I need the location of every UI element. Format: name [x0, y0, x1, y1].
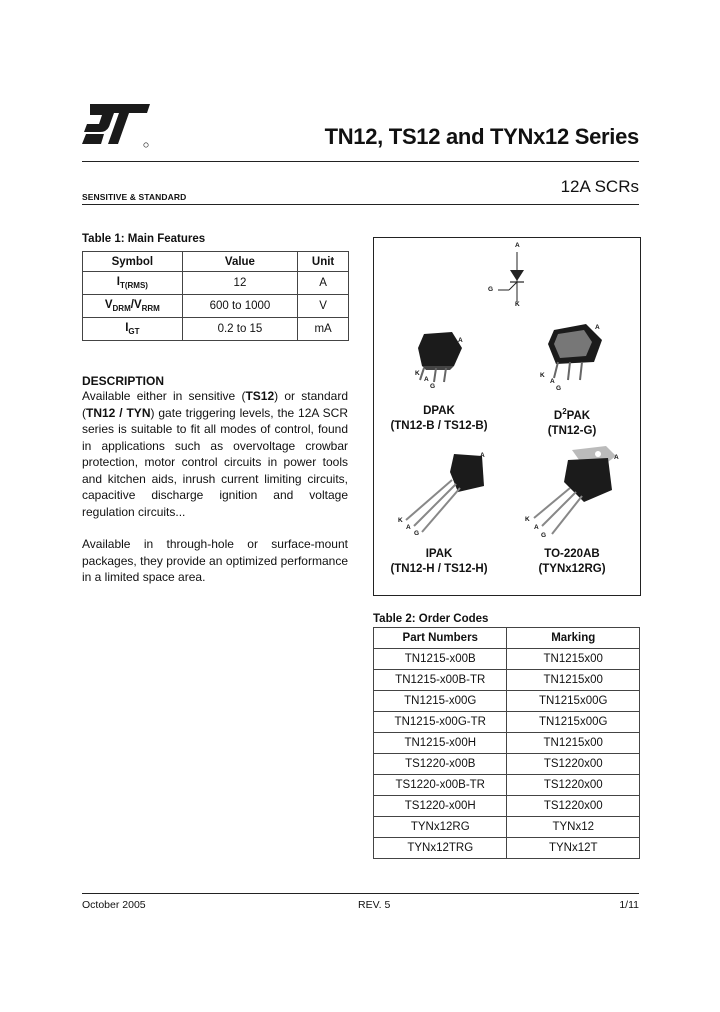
packages-panel: [373, 237, 641, 596]
marking: TS1220x00: [507, 775, 640, 796]
footer-rule: [82, 893, 639, 894]
table1-caption: Table 1: Main Features: [82, 233, 206, 245]
to220-pin-a2: A: [534, 524, 539, 531]
table1-header-row: [83, 252, 349, 272]
part-number: TS1220-x00H: [374, 796, 507, 817]
d2pak-pin-k: K: [540, 372, 545, 379]
marking: TS1220x00: [507, 796, 640, 817]
package-name: TO-220AB: [544, 548, 600, 560]
package-name: $D^2PAK$: [553, 407, 591, 422]
table2-caption: Table 2: Order Codes: [373, 613, 489, 625]
footer-page-number: 1/11: [619, 899, 639, 911]
to220ab-label: [507, 547, 637, 577]
value-cell: 12: [182, 272, 297, 295]
ipak-pin-a2: A: [406, 524, 411, 531]
table-row: [83, 272, 349, 295]
description-heading: DESCRIPTION: [82, 374, 165, 388]
description-paragraph-2: Available in through-hole or surface-mount packages, they provide an optimized performance in a limited space area.: [82, 537, 348, 584]
part-number: TYNx12RG: [374, 817, 507, 838]
part-number: TN1215-x00G-TR: [374, 712, 507, 733]
table-row: [374, 754, 640, 775]
table-row: [374, 670, 640, 691]
marking: TN1215x00: [507, 670, 640, 691]
part-number: TYNx12TRG: [374, 838, 507, 859]
marking: TN1215x00G: [507, 691, 640, 712]
part-number: TS1220-x00B-TR: [374, 775, 507, 796]
ipak-package-icon: [394, 450, 494, 534]
ipak-label: [374, 547, 504, 577]
table2-header: Marking: [507, 628, 640, 649]
table2-header: Part Numbers: [374, 628, 507, 649]
to220-pin-g: G: [541, 532, 547, 539]
d2pak-pin-g: G: [556, 385, 562, 392]
footer-revision: REV. 5: [358, 899, 391, 911]
table1-header: Unit: [298, 252, 349, 272]
subheader-rule: [82, 204, 639, 205]
package-name: IPAK: [425, 548, 453, 560]
table1-header: Symbol: [83, 252, 183, 272]
dpak-pin-g: G: [430, 383, 436, 390]
d2pak-pin-a: A: [595, 324, 600, 331]
d2pak-label: [507, 404, 637, 439]
part-number: TN1215-x00H: [374, 733, 507, 754]
table2-header-row: [374, 628, 640, 649]
part-number: TN1215-x00B: [374, 649, 507, 670]
d2pak-pin-a2: A: [550, 378, 555, 385]
part-number: TN1215-x00G: [374, 691, 507, 712]
dpak-package-icon: [404, 330, 474, 386]
gate-label: G: [488, 286, 494, 293]
package-variants: (TN12-B / TS12-B): [390, 420, 488, 432]
dpak-pin-k: K: [415, 370, 420, 377]
d2pak-package-icon: [536, 322, 616, 384]
table-row: [374, 691, 640, 712]
unit-cell: V: [298, 295, 349, 318]
dpak-pin-a2: A: [424, 376, 429, 383]
unit-cell: mA: [298, 318, 349, 341]
marking: TS1220x00: [507, 754, 640, 775]
dpak-pin-a: A: [458, 337, 463, 344]
package-variants: (TN12-G): [547, 424, 597, 437]
symbol-cell: $I_{T(RMS)}$: [83, 272, 183, 295]
st-logo: [82, 104, 150, 148]
description-paragraph: Available either in sensitive (TS12) or standard (TN12 / TYN) gate triggering levels, the 12A SCR series is suitable to fit all modes of control, found in applications such as overvoltage crowbar protection, motor control circuits in power tools and kitchen aids, inrush current limiting circuits, capacitive discharge ignition and voltage regulation circuits...: [82, 389, 348, 519]
footer-date: October 2005: [82, 899, 146, 911]
table-row: [374, 733, 640, 754]
st-logo-mark: [82, 104, 150, 144]
marking: TN1215x00: [507, 733, 640, 754]
scr-symbol-icon: [484, 244, 534, 308]
header-rule: [82, 161, 639, 162]
part-number: TS1220-x00B: [374, 754, 507, 775]
to220ab-package-icon: [524, 442, 624, 538]
ipak-pin-g: G: [414, 530, 420, 537]
dpak-label: [374, 404, 504, 434]
symbol-cell: $I_{GT}$: [83, 318, 183, 341]
table-row: [83, 318, 349, 341]
unit-cell: A: [298, 272, 349, 295]
marking: TN1215x00: [507, 649, 640, 670]
table-row: [374, 775, 640, 796]
ipak-pin-k: K: [398, 517, 403, 524]
table1-header: Value: [182, 252, 297, 272]
order-codes-table: [373, 627, 640, 859]
subtitle: 12A SCRs: [560, 177, 639, 196]
cathode-label: K: [515, 301, 520, 308]
package-name: DPAK: [423, 405, 455, 417]
marking: TYNx12T: [507, 838, 640, 859]
category-label: SENSITIVE & STANDARD: [82, 192, 187, 202]
part-number: TN1215-x00B-TR: [374, 670, 507, 691]
value-cell: 0.2 to 15: [182, 318, 297, 341]
main-features-table: [82, 251, 349, 341]
table-row: [374, 838, 640, 859]
symbol-cell: $V_{DRM}/V_{RRM}$: [83, 295, 183, 318]
anode-label: A: [515, 242, 520, 249]
package-variants: (TN12-H / TS12-H): [390, 563, 488, 575]
table-row: [374, 817, 640, 838]
table-row: [374, 712, 640, 733]
table-row: [83, 295, 349, 318]
document-title: TN12, TS12 and TYNx12 Series: [324, 124, 639, 149]
value-cell: 600 to 1000: [182, 295, 297, 318]
to220-pin-k: K: [525, 516, 530, 523]
marking: TN1215x00G: [507, 712, 640, 733]
ipak-pin-a: A: [480, 452, 485, 459]
table-row: [374, 649, 640, 670]
table-row: [374, 796, 640, 817]
package-variants: (TYNx12RG): [538, 563, 606, 575]
marking: TYNx12: [507, 817, 640, 838]
to220-pin-a: A: [614, 454, 619, 461]
